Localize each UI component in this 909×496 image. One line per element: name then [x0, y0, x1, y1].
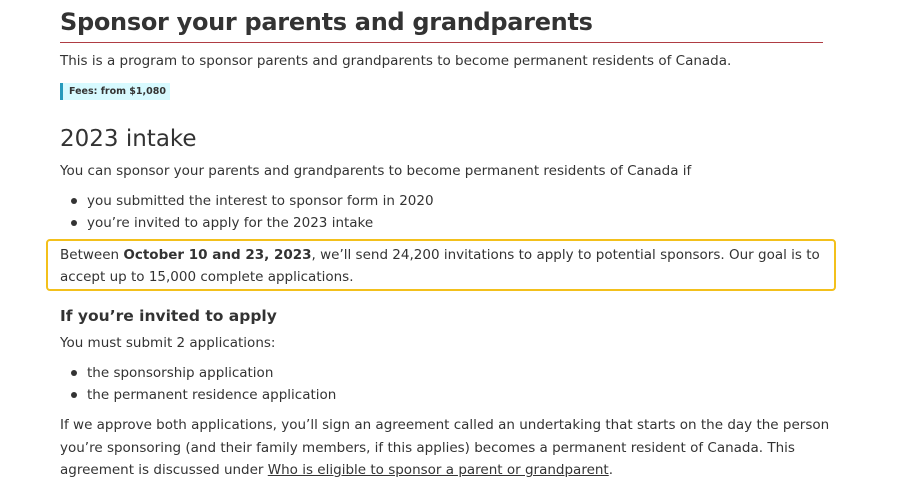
closing-text: If we approve both applications, you’ll sign an agreement called an undertaking that starts on the day the person you’re sponsoring (and their family members, if this applies) becomes a permanent resident of Canada. This agreement is discussed under [60, 417, 830, 478]
list-item-text: you submitted the interest to sponsor form in 2020 [87, 193, 434, 209]
conditions-list [60, 190, 434, 234]
invited-heading: If you’re invited to apply [60, 307, 277, 325]
notice-prefix: Between [60, 247, 124, 263]
list-item [60, 212, 434, 234]
applications-list [60, 362, 336, 406]
invited-intro: You must submit 2 applications: [60, 335, 276, 351]
bullet-icon [71, 198, 77, 204]
list-item [60, 362, 336, 384]
bullet-icon [71, 392, 77, 398]
list-item-text: the permanent residence application [87, 387, 337, 403]
page-title: Sponsor your parents and grandparents [60, 8, 593, 36]
notice-dates: October 10 and 23, 2023 [123, 247, 312, 263]
list-item-text: you’re invited to apply for the 2023 intake [87, 215, 374, 231]
undertaking-paragraph [60, 414, 840, 482]
highlight-annotation-box [46, 239, 836, 291]
page-lead: This is a program to sponsor parents and grandparents to become permanent residents of Canada. [60, 53, 732, 69]
closing-end: . [608, 462, 614, 478]
fees-badge: Fees: from $1,080 [60, 83, 170, 100]
intake-intro: You can sponsor your parents and grandparents to become permanent residents of Canada if [60, 163, 692, 179]
list-item [60, 384, 336, 406]
notice-suffix: , we’ll send 24,200 invitations to apply to potential sponsors. Our goal is to accept up to 15,000 complete applications. [60, 247, 820, 285]
list-item-text: the sponsorship application [87, 365, 274, 381]
intake-heading: 2023 intake [60, 126, 197, 152]
eligibility-link[interactable]: Who is eligible to sponsor a parent or grandparent [267, 462, 609, 478]
title-divider [60, 42, 823, 43]
list-item [60, 190, 434, 212]
bullet-icon [71, 220, 77, 226]
bullet-icon [71, 370, 77, 376]
